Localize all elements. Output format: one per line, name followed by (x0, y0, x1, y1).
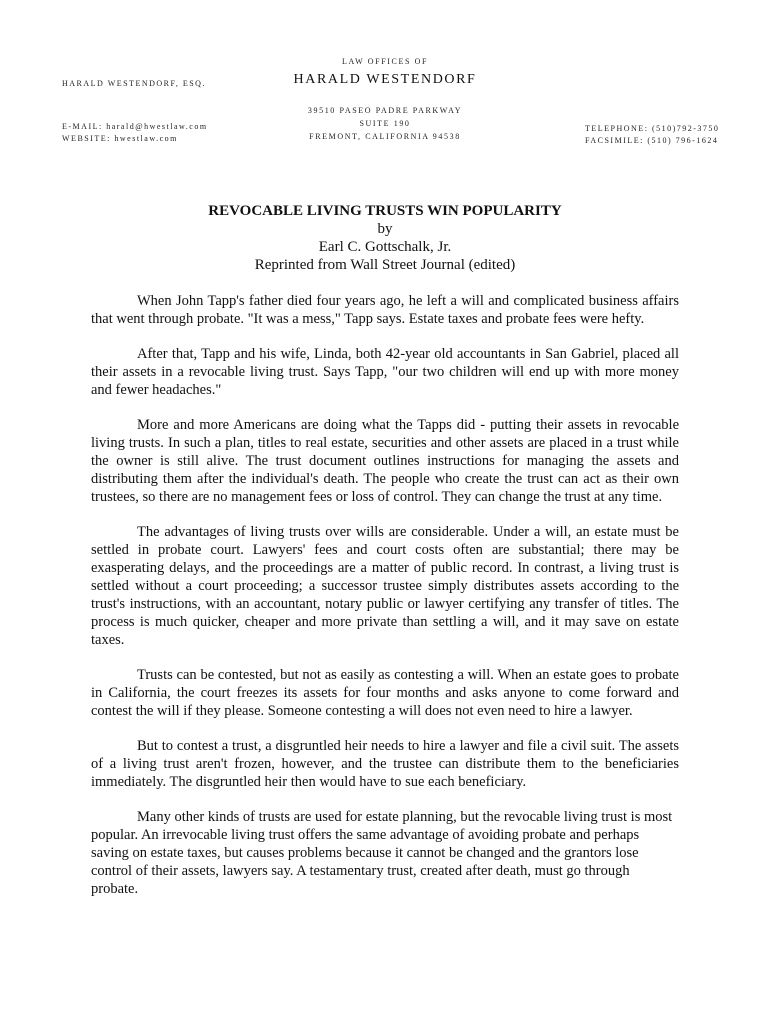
telephone-line: TELEPHONE: (510)792-3750 (585, 124, 720, 133)
article-title: REVOCABLE LIVING TRUSTS WIN POPULARITY (208, 203, 562, 219)
facsimile-line: FACSIMILE: (510) 796-1624 (585, 136, 719, 145)
body-paragraph: The advantages of living trusts over wills are considerable. Under a will, an estate must be settled in probate court. Lawyers' fees and court costs often are substantial; there may be exasperating delays, and the proceedings are a matter of public record. In contrast, a living trust is settled without a court proceeding; a successor trustee simply distributes assets according to the trust's instructions, with an accountant, notary public or lawyer certifying any transfer of titles. The process is much quicker, cheaper and more private than settling a will, and it may save on estate taxes. (91, 524, 679, 648)
address-line: FREMONT, CALIFORNIA 94538 (309, 132, 461, 141)
website-line: WEBSITE: hwestlaw.com (62, 134, 178, 143)
firm-name: HARALD WESTENDORF (293, 72, 477, 87)
email-line: E-MAIL: harald@hwestlaw.com (62, 122, 208, 131)
article-body (91, 292, 679, 915)
body-paragraph: When John Tapp's father died four years ago, he left a will and complicated business affairs that went through probate. "It was a mess," Tapp says. Estate taxes and probate fees were hefty. (91, 293, 679, 327)
address-line: SUITE 190 (359, 119, 411, 128)
article-author: Earl C. Gottschalk, Jr. (318, 239, 452, 255)
body-paragraph: Trusts can be contested, but not as easily as contesting a will. When an estate goes to probate in California, the court freezes its assets for four months and asks anyone to come forward and contest the will if they please. Someone contesting a will does not even need to hire a lawyer. (91, 667, 679, 719)
article-heading (0, 202, 770, 274)
body-paragraph: But to contest a trust, a disgruntled heir needs to hire a lawyer and file a civil suit. The assets of a living trust aren't frozen, however, and the trustee can distribute them to the beneficiaries immediately. The disgruntled heir then would have to sue each beneficiary. (91, 738, 679, 790)
address-line: 39510 PASEO PADRE PARKWAY (307, 106, 463, 115)
body-paragraph: After that, Tapp and his wife, Linda, both 42-year old accountants in San Gabriel, placed all their assets in a revocable living trust. Says Tapp, "our two children will end up with more money and fewer headaches." (91, 346, 679, 398)
body-paragraph: More and more Americans are doing what the Tapps did - putting their assets in revocable living trusts. In such a plan, titles to real estate, securities and other assets are placed in a trust while the owner is still alive. The trust document outlines instructions for managing the assets and distributing them after the individual's death. The people who create the trust can act as their own trustees, so there are no management fees or loss of control. They can change the trust at any time. (91, 417, 679, 505)
contact-block-right (585, 123, 719, 147)
byline-by: by (377, 221, 393, 237)
law-offices-of-label: LAW OFFICES OF (341, 57, 429, 66)
body-paragraph: Many other kinds of trusts are used for estate planning, but the revocable living trust is most popular. An irrevocable living trust offers the same advantage of avoiding probate and perhaps saving on estate taxes, but causes problems because it cannot be changed and the grantors lose control of their assets, lawyers say. A testamentary trust, created after death, must go through probate. (91, 809, 673, 897)
article-source: Reprinted from Wall Street Journal (edited) (254, 257, 516, 273)
attorney-name: HARALD WESTENDORF, ESQ. (62, 79, 206, 88)
